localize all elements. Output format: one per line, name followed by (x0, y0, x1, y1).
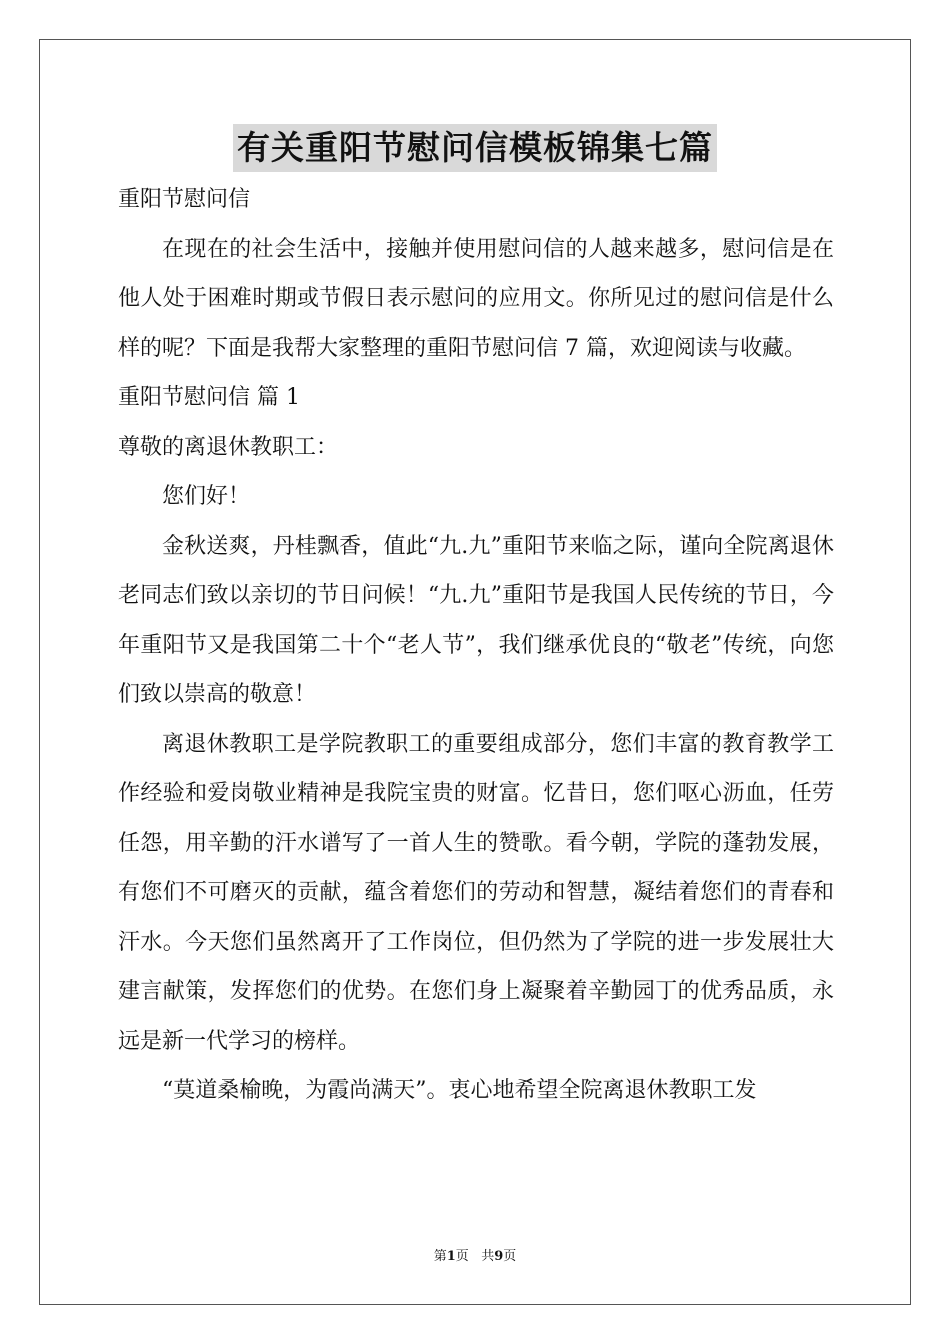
document-body (118, 175, 834, 1116)
document-title: 有关重阳节慰问信模板锦集七篇 (233, 124, 717, 172)
paragraph-heading: 重阳节慰问信 (118, 187, 251, 212)
page-prefix: 第 (433, 1249, 447, 1264)
page-current-number: 1 (446, 1249, 456, 1264)
paragraph-salutation: 尊敬的离退休教职工： (118, 434, 339, 460)
title-container (0, 124, 950, 172)
paragraph-body-2: 离退休教职工是学院教职工的重要组成部分，您们丰富的教育教学工作经验和爱岗敬业精神是我院宝贵的财富。忆昔日，您们呕心沥血，任劳任怨，用辛勤的汗水谱写了一首人生的赞歌。看今朝，学院的蓬勃发展，有您们不可磨灭的贡献，蕴含着您们的劳动和智慧，凝结着您们的青春和汗水。今天您们虽然离开了工作岗位，但仍然为了学院的进一步发展壮大建言献策，发挥您们的优势。在您们身上凝聚着辛勤园丁的优秀品质，永远是新一代学习的榜样。 (118, 731, 834, 1054)
total-prefix: 共 (481, 1249, 495, 1264)
total-suffix: 页 (503, 1249, 517, 1264)
paragraph-intro: 在现在的社会生活中，接触并使用慰问信的人越来越多，慰问信是在他人处于困难时期或节假日表示慰问的应用文。你所见过的慰问信是什么样的呢？下面是我帮大家整理的重阳节慰问信 7 篇，欢迎阅读与收藏。 (118, 236, 834, 361)
page-suffix: 页 (455, 1249, 469, 1264)
paragraph-greeting: 您们好！ (162, 484, 251, 509)
paragraph-body-3: “莫道桑榆晚，为霞尚满天”。衷心地希望全院离退休教职工发 (162, 1078, 757, 1103)
paragraph-body-1: 金秋送爽，丹桂飘香，值此“九.九”重阳节来临之际，谨向全院离退休老同志们致以亲切的节日问候！“九.九”重阳节是我国人民传统的节日，今年重阳节又是我国第二十个“老人节”，我们继承优良的“敬老”传统，向您们致以崇高的敬意！ (118, 533, 834, 707)
paragraph-section-heading: 重阳节慰问信 篇 1 (118, 385, 300, 410)
page-footer (0, 1245, 950, 1264)
page-total-number: 9 (494, 1249, 504, 1264)
